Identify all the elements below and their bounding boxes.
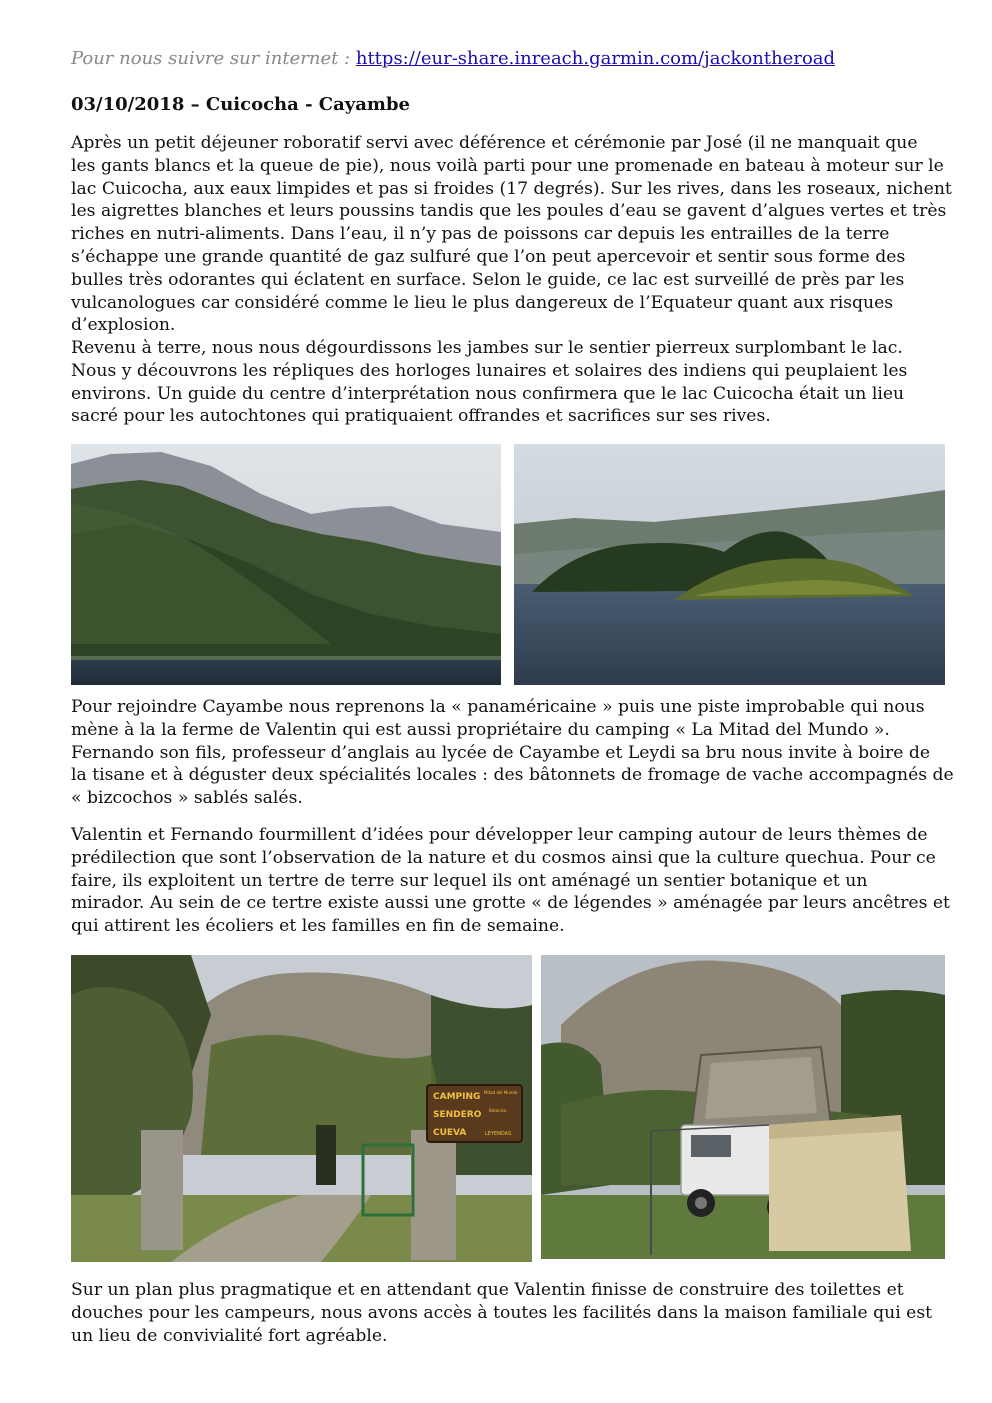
photo-camping-entrance xyxy=(71,955,532,1262)
text-line: les gants blancs et la queue de pie), nous voilà parti pour une promenade en bateau à moteur sur le xyxy=(71,155,944,176)
paragraph-cayambe xyxy=(71,696,954,810)
sign-leyendas: LEYENDAS xyxy=(485,1131,512,1137)
text-line: la tisane et à déguster deux spécialités locales : des bâtonnets de fromage de vache accompagnés de xyxy=(71,765,954,786)
photo-crater-lake xyxy=(71,444,501,685)
text-line: environs. Un guide du centre d’interprétation nous confirmera que le lac Cuicocha était un lieu xyxy=(71,383,905,404)
text-line: qui attirent les écoliers et les familles en fin de semaine. xyxy=(71,916,565,937)
tracking-link[interactable]: https://eur-share.inreach.garmin.com/jackontheroad xyxy=(355,48,836,69)
text-line: Après un petit déjeuner roboratif servi avec déférence et cérémonie par José (il ne manquait que xyxy=(71,133,918,153)
follow-line xyxy=(71,48,835,69)
sign-mitad: Mitad del Mundo xyxy=(484,1090,518,1095)
text-line: « bizcochos » sablés salés. xyxy=(71,788,303,809)
text-line: lac Cuicocha, aux eaux limpides et pas si froides (17 degrés). Sur les rives, dans les roseaux, nichent xyxy=(71,178,952,199)
camping-sign xyxy=(427,1085,522,1142)
text-line: s’échappe une grande quantité de gaz sulfuré que l’on peut apercevoir et sentir sous forme des xyxy=(71,246,906,267)
sign-botanico: Botanico xyxy=(489,1108,507,1113)
text-line: Valentin et Fernando fourmillent d’idées pour développer leur camping autour de leurs thèmes de xyxy=(71,825,928,845)
text-line: mène à la la ferme de Valentin qui est aussi propriétaire du camping « La Mitad del Mundo ». xyxy=(71,719,890,740)
sign-sendero: SENDERO xyxy=(433,1110,482,1120)
text-line: prédilection que sont l’observation de la nature et du cosmos ainsi que la culture quechua. Pour ce xyxy=(71,847,936,868)
sign-camping: CAMPING xyxy=(433,1092,481,1102)
photo-land-rover-camp xyxy=(541,955,945,1259)
text-line: vulcanologues car considéré comme le lieu le plus dangereux de l’Equateur quant aux risques xyxy=(71,292,894,313)
paragraph-facilities xyxy=(71,1279,946,1347)
text-line: riches en nutri-aliments. Dans l’eau, il n’y pas de poissons car depuis les entrailles de la terre xyxy=(71,224,890,245)
paragraph-trail xyxy=(71,337,946,428)
text-line: un lieu de convivialité fort agréable. xyxy=(71,1325,388,1346)
text-line: mirador. Au sein de ce tertre existe aussi une grotte « de légendes » aménagée par leurs ancêtres et xyxy=(71,893,950,914)
photo-lake-islands xyxy=(514,444,945,685)
text-line: les aigrettes blanches et leurs poussins tandis que les poules d’eau se gavent d’algues vertes et très xyxy=(71,201,947,222)
paragraph-camping-projects xyxy=(71,824,950,938)
follow-label: Pour nous suivre sur internet : xyxy=(71,48,351,69)
text-line: Sur un plan plus pragmatique et en attendant que Valentin finisse de construire des toilettes et xyxy=(71,1280,904,1300)
text-line: Pour rejoindre Cayambe nous reprenons la « panaméricaine » puis une piste improbable qui nous xyxy=(71,697,925,717)
text-line: d’explosion. xyxy=(71,315,176,336)
page-title: 03/10/2018 – Cuicocha - Cayambe xyxy=(71,94,411,115)
text-line: douches pour les campeurs, nous avons accès à toutes les facilités dans la maison familiale qui est xyxy=(71,1302,933,1323)
text-line: Fernando son fils, professeur d’anglais au lycée de Cayambe et Leydi sa bru nous invite à boire de xyxy=(71,742,931,763)
text-line: faire, ils exploitent un tertre de terre sur lequel ils ont aménagé un sentier botanique et un xyxy=(71,870,868,891)
text-line: Nous y découvrons les répliques des horloges lunaires et solaires des indiens qui peuplaient les xyxy=(71,360,908,381)
sign-cueva: CUEVA xyxy=(433,1128,467,1138)
text-line: Revenu à terre, nous nous dégourdissons les jambes sur le sentier pierreux surplombant le lac. xyxy=(71,338,903,358)
text-line: bulles très odorantes qui éclatent en surface. Selon le guide, ce lac est surveillé de près par les xyxy=(71,269,905,290)
paragraph-boat-trip xyxy=(71,132,952,337)
text-line: sacré pour les autochtones qui pratiquaient offrandes et sacrifices sur ses rives. xyxy=(71,406,771,427)
